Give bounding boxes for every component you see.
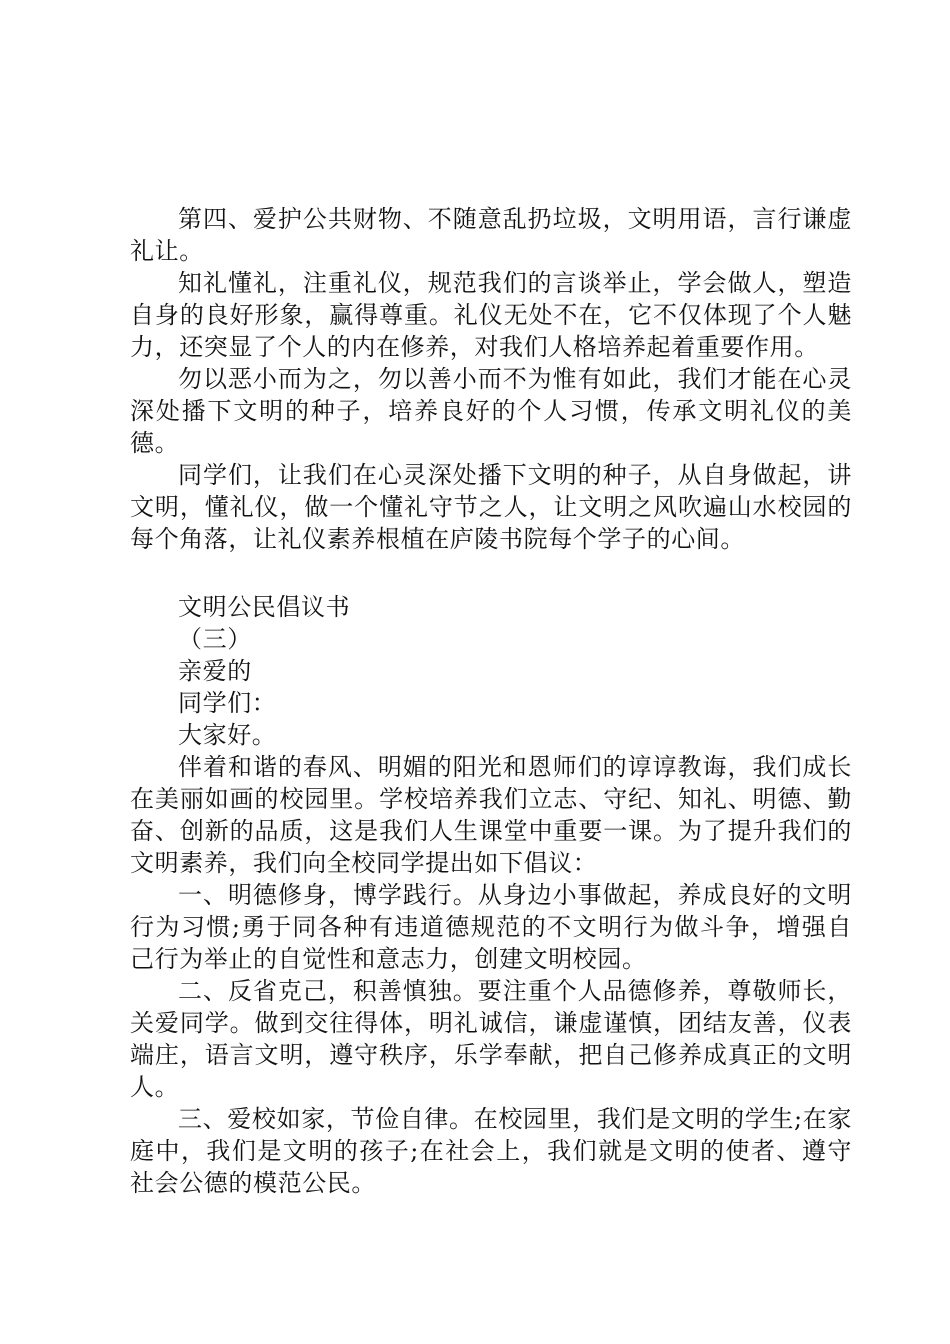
proposal-title: 文明公民倡议书 [178,593,351,621]
paragraph-point-four: 第四、爱护公共财物、不随意乱扔垃圾，文明用语，言行谦虚礼让。 [130,205,852,265]
paragraph-proposal-two: 二、反省克己，积善慎独。要注重个人品德修养，尊敬师长，关爱同学。做到交往得体，明礼诚信，谦虚谨慎，团结友善，仪表端庄，语言文明，遵守秩序，乐学奉献，把自己修养成真正的文明人。 [130,977,852,1101]
proposal-number: （三） [178,625,252,653]
salutation-line-2: 同学们： [178,689,277,717]
salutation-line-1: 亲爱的 [178,657,252,685]
greeting-line: 大家好。 [178,721,277,749]
paragraph-etiquette: 知礼懂礼，注重礼仪，规范我们的言谈举止，学会做人，塑造自身的良好形象，赢得尊重。礼仪无处不在，它不仅体现了个人魅力，还突显了个人的内在修养，对我们人格培养起着重要作用。 [130,269,852,361]
section-gap [130,555,852,591]
paragraph-proposal-one: 一、明德修身，博学践行。从身边小事做起，养成良好的文明行为习惯;勇于同各种有违道德规范的不文明行为做斗争，增强自己行为举止的自觉性和意志力，创建文明校园。 [130,881,852,973]
paragraph-call-to-action: 同学们，让我们在心灵深处播下文明的种子，从自身做起，讲文明，懂礼仪，做一个懂礼守节之人，让文明之风吹遍山水校园的每个角落，让礼仪素养根植在庐陵书院每个学子的心间。 [130,461,852,553]
document-body [130,203,852,1199]
paragraph-proposal-three: 三、爱校如家，节俭自律。在校园里，我们是文明的学生;在家庭中，我们是文明的孩子;在社会上，我们就是文明的使者、遵守社会公德的模范公民。 [130,1105,852,1197]
paragraph-good-and-evil: 勿以恶小而为之，勿以善小而不为惟有如此，我们才能在心灵深处播下文明的种子，培养良好的个人习惯，传承文明礼仪的美德。 [130,365,852,457]
paragraph-introduction: 伴着和谐的春风、明媚的阳光和恩师们的谆谆教诲，我们成长在美丽如画的校园里。学校培养我们立志、守纪、知礼、明德、勤奋、创新的品质，这是我们人生课堂中重要一课。为了提升我们的文明素养，我们向全校同学提出如下倡议： [130,753,852,877]
